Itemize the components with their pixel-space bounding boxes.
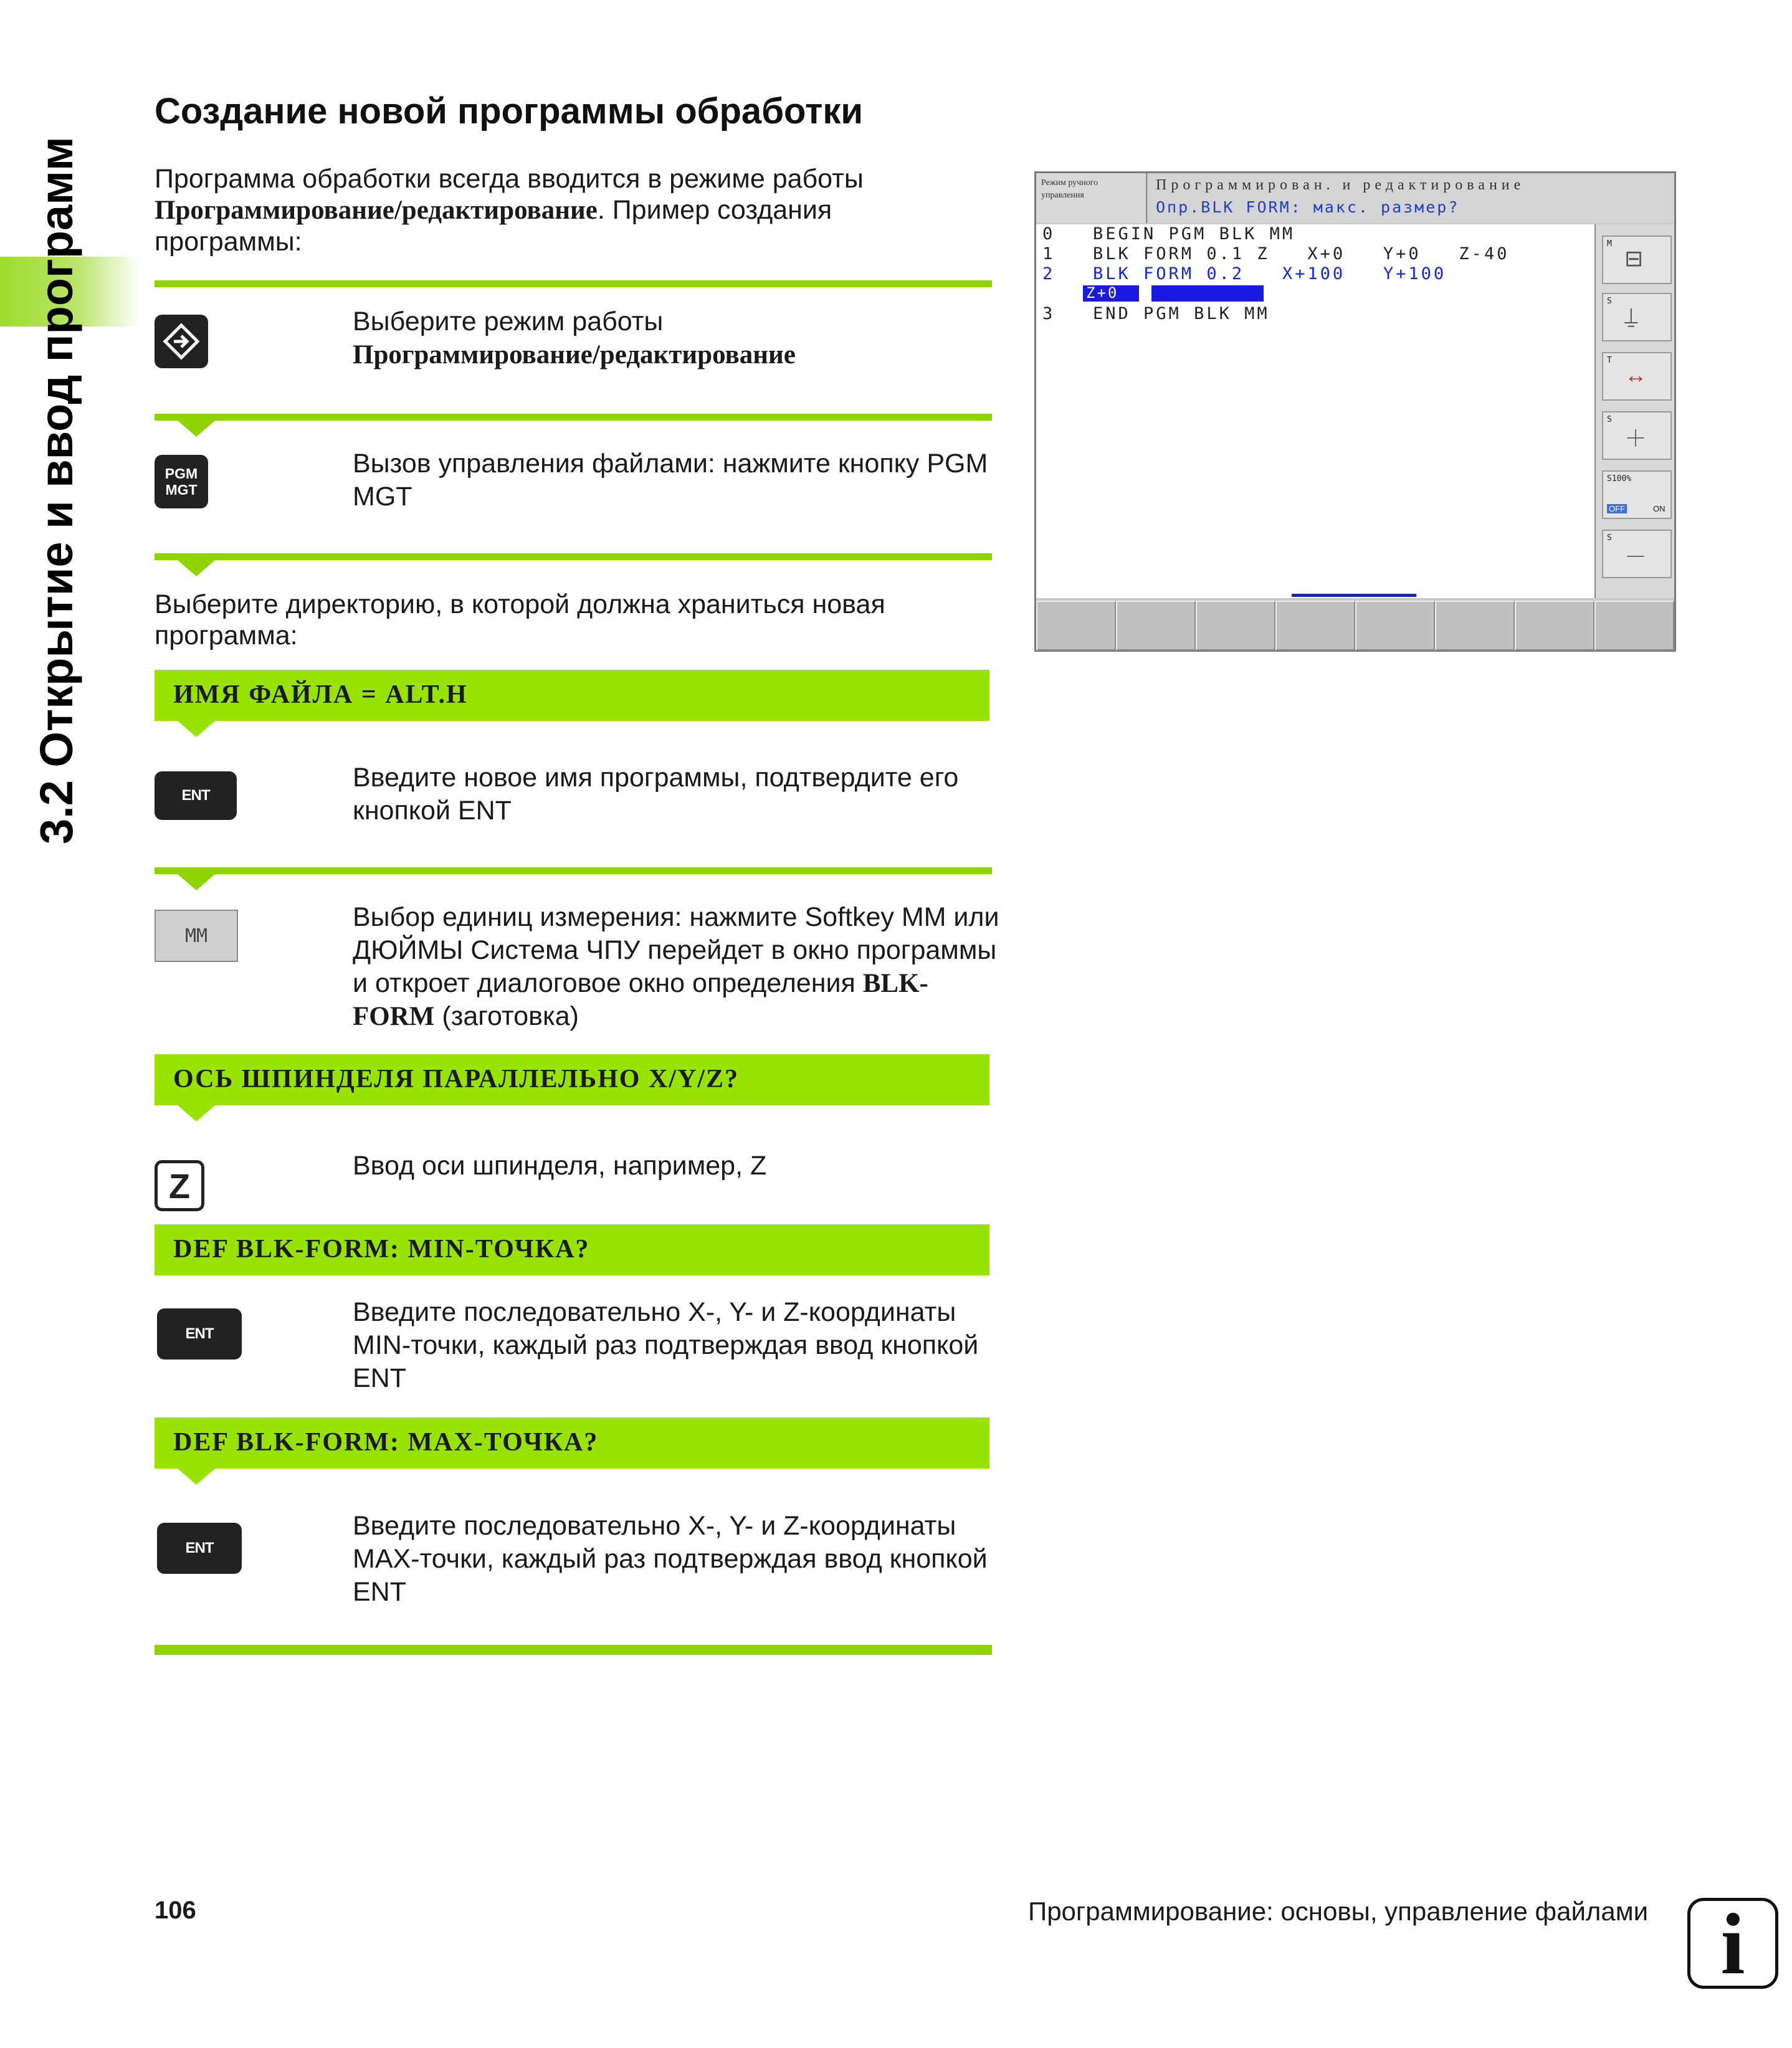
cnc-screen [1034,171,1676,652]
screen-dialog-prompt: Опр.BLK FORM: макс. размер? [1156,198,1460,216]
softkey[interactable] [1435,601,1515,650]
page-title: Создание новой программы обработки [155,91,864,131]
softkey-bar [1036,601,1674,650]
flow-arrow [178,560,215,576]
intro-text: Программа обработки всегда вводится в режиме работы [155,164,864,194]
softkey[interactable] [1594,601,1674,650]
side-softkey-override[interactable]: S100% OFF ON [1602,470,1672,519]
side-softkey-t[interactable]: T ↔ [1602,352,1672,401]
divider-end [155,1645,992,1655]
minus-icon: － [1624,544,1647,569]
ent-key[interactable]: ENT [157,1523,242,1574]
step-spindle-axis: Ввод оси шпинделя, например, Z [353,1151,767,1181]
screen-header [1148,173,1674,223]
chapter-side-title: 3.2 Открытие и ввод программ [31,136,82,844]
flow-arrow [178,874,215,890]
step-text: Выбор единиц измерения: нажмите Softkey MM или ДЮЙМЫ Система ЧПУ перейдет в окно программы и откроет диалоговое окно определения [353,902,999,998]
step-blk-form: BLK-FORM [353,969,928,1031]
screen-mode-title: Программирован. и редактирование [1156,177,1525,193]
dialog-prompt: DEF BLK-FORM: MAX-ТОЧКА? [173,1428,599,1457]
softkey[interactable] [1275,601,1355,650]
plus-icon: ＋ [1624,426,1647,451]
flow-arrow [178,721,215,737]
step-enter-name: Введите новое имя программы, подтвердите его кнопкой ENT [353,763,959,826]
softkey[interactable] [1355,601,1435,650]
divider [155,414,992,421]
dialog-band-max-point [155,1417,989,1469]
flow-arrow [178,421,215,437]
step-max-point: Введите последовательно X-, Y- и Z-координаты MAX-точки, каждый раз подтверждая ввод кнопкой ENT [353,1511,988,1607]
intro-mode-name: Программирование/редактирование [155,196,598,225]
softkey[interactable] [1036,601,1116,650]
input-cursor-field[interactable] [1151,285,1264,302]
side-softkey-s-minus[interactable]: S － [1602,530,1672,578]
softkey[interactable] [1196,601,1275,650]
screen-mode-label: Режим ручного управления [1036,173,1147,223]
mm-softkey[interactable]: MM [155,910,238,962]
softkey[interactable] [1116,601,1196,650]
dialog-band-filename [155,670,989,721]
program-line: 1 BLK FORM 0.1 Z X+0 Y+0 Z-40 [1042,244,1510,264]
toggle-on-label: ON [1653,504,1666,513]
spindle-icon: ⍊ [1624,303,1638,328]
programming-mode-key[interactable] [155,315,208,368]
page-number: 106 [155,1897,196,1924]
divider [155,280,992,287]
step-mode-name: Программирование/редактирование [353,340,796,369]
dialog-prompt: ОСЬ ШПИНДЕЛЯ ПАРАЛЛЕЛЬНО X/Y/Z? [173,1065,739,1093]
intro-text-end: . Пример создания программы: [155,195,832,257]
dialog-prompt: DEF BLK-FORM: MIN-ТОЧКА? [173,1235,590,1264]
step-file-manager: Вызов управления файлами: нажмите кнопку PGM MGT [353,449,988,512]
tool-change-icon: ↔ [1624,362,1647,388]
intro-paragraph [155,163,965,257]
program-line: 3 END PGM BLK MM [1042,304,1270,323]
side-softkey-s-plus[interactable]: S ＋ [1602,411,1672,460]
softkey[interactable] [1515,601,1594,650]
divider [155,553,992,560]
ent-key[interactable]: ENT [157,1308,242,1360]
dialog-prompt: ИМЯ ФАЙЛА = ALT.H [173,680,468,709]
machine-icon: ⊟ [1624,245,1644,271]
step-select-units [353,901,1001,1033]
divider [155,867,992,874]
step-text-end: (заготовка) [442,1001,579,1031]
step-select-mode [353,305,1001,371]
flow-arrow [178,1105,215,1122]
program-line: 0 BEGIN PGM BLK MM [1042,224,1295,244]
step-text: Выберите режим работы [353,307,664,336]
step-select-directory: Выберите директорию, в которой должна храниться новая программа: [155,589,885,650]
programming-mode-icon [163,323,200,360]
flow-arrow [178,1469,215,1485]
side-softkey-s[interactable]: S ⍊ [1602,293,1672,341]
program-window [1036,224,1596,598]
chapter-footer: Программирование: основы, управление файлами [1028,1897,1649,1926]
side-softkey-m[interactable]: M ⊟ [1602,236,1672,284]
z-axis-key[interactable]: Z [155,1160,204,1211]
step-min-point: Введите последовательно X-, Y- и Z-координаты MIN-точки, каждый раз подтверждая ввод кнопкой ENT [353,1297,979,1393]
info-icon: i [1687,1898,1778,1989]
ent-key[interactable]: ENT [155,771,237,820]
input-value: Z+0 [1086,284,1119,302]
dialog-band-spindle-axis [155,1054,989,1105]
pgm-mgt-key[interactable]: PGM MGT [155,455,208,508]
dialog-band-min-point [155,1224,989,1275]
scroll-indicator [1292,594,1416,597]
program-line-active: 2 BLK FORM 0.2 X+100 Y+100 [1042,264,1447,283]
screen-side-softkeys [1596,224,1674,598]
toggle-off-label: OFF [1607,504,1627,513]
